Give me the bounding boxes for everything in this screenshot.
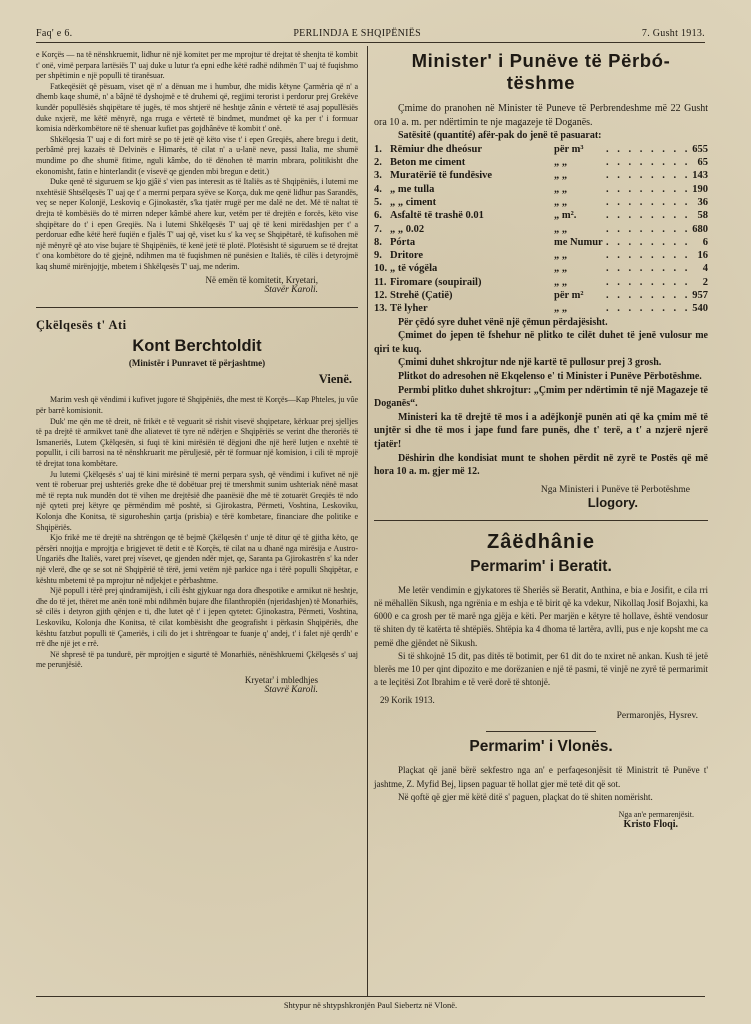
- petition-body: [36, 395, 358, 670]
- vlore-paragraph: Në qoftë që gjer më këtë ditë s' paguen, plaçkat do të shiten nomërisht.: [398, 791, 653, 802]
- addressee-name: Kont Berchtoldit: [132, 337, 262, 356]
- quantity-item: 11. Firomare (soupirail) „ „ . . . . . . . . 2: [374, 276, 708, 288]
- ministry-intro: Çmime do pranohen në Minister të Puneve të Perbrendeshme më 22 Gusht ora 10 a. m. per ndërtimin te nje magazeje të Doganës.: [374, 103, 708, 128]
- ministry-paragraph: Çmimet do jepen të fshehur në plitko te cilët duhet të jenë vulosur me qiri te kuq.: [374, 330, 708, 355]
- ministry-body: [374, 102, 708, 143]
- berat-paragraph: Si të shkojnë 15 dit, pas ditës të botimit, per 61 dit do te nxiret në ankan. Kush të jetë blerës me 10 per qint dipozito e me dorëzanien e një të pasmi, të vinjë ne zyrë të permarimit a te leçitësi Zot Ibrahim e të verë dorë të shtonjë.: [374, 650, 708, 688]
- ministry-conditions: [374, 316, 708, 479]
- berat-paragraph: Me letër vendimin e gjykatores të Sheriës së Beratit, Anthina, e bia e Josifit, e cila rri në mëhallën Sikush, nga ngrënia e m eshja e të birit që ka vdekur, Nikollaq Josif Bojaxhi, ka 6000 e ca grosh per të marë nga gjëja e këti. Per marjën e këtyre të hollave, është vendosur të shiten dy të katërta të shtëpiës. Shtëpia ka 4 dhoma të lartëra, avlli, pus e nje kopsht me ca pemë dhe gjëndet në Sikush.: [374, 584, 708, 648]
- petition-paragraph: Një popull i tërë prej qindramijësh, i cili ësht gjykuar nga dora dhespotike e armikut në heshtje, dhe do të jet, thëret me anën tonë mbi ndihmën bujare dhe filanthropiën (njeridashjen) të Monarhiës, së cilës i detyron gjith qënjen e ti, dhe lutet që t' i jepen qytetet: Gjinokastra, Përmeti, Voshtina, Leskoviku, Kolonja dhe Konitsa, të cilat kombësisht dhe geografisht i përkasin Shqipëriës, dhe kështu fatzbut populli të Çameriës, i cili do jet i shtrëngoar te fuanje q' andej, t' i falet një qerdh' e rrë dhe një jet e rrë.: [36, 586, 358, 649]
- ministry-paragraph: Dëshirin dhe kondisiat munt te shohen përdit në zyrë te Postës që më hora 10 a. m. gjer më 12.: [374, 452, 708, 478]
- ministry-paragraph: Çmimi duhet shkrojtur nde një kartë të pullosur prej 3 grosh.: [398, 357, 662, 369]
- letter-paragraph: Shkëlqesia T' uaj e di fort mirë se po të jetë që këto vise t' i epen Greqiës, ahere bregu i detit, perbâmë prej kazaës të Delvinës e Himarës, të cilat n' a u-lanë neve, passi Italia, me shumë mundime po dhe shumë fitime, nguli kâmbe, do të dënohen të marrin mbrara, politikisht dhe ekonomisht, fatin e hinterlandit (e visevë qe gjenden mbi bregun e detit.): [36, 134, 358, 176]
- footer-rule: [36, 996, 705, 997]
- ministry-title-line: Minister' i Punëve të Përbó-: [411, 50, 671, 71]
- petition-paragraph: Duk' me qën me të dreit, në frikët e të veguarit së rishit visevë shqipetare, kërkuar prej sjelljes të pa drejtë të armikvet tanë dhe aliatevet të tyre në ndërjen e Shqipëriës se verint dhe theroriës të Ismaneriës, Lutem Çkëlqesën, si fuqi të kini mirësiën të dëgjoni dhe një herë lutjen e nxehtë të popullit, i cili barrosi na të nënshkruarit me përuljesië, për të formuar një komision, i cili të mprojë të drejtat tona kombëtare.: [36, 416, 358, 469]
- quantity-item: 13. Të lyher „ „ . . . . . . . . 540: [374, 303, 708, 315]
- berat-signature: Permaronjës, Hysrev.: [616, 711, 698, 722]
- printer-imprint: Shtypur në shtypshkronjën Paul Siebertz në Vlonë.: [283, 1000, 458, 1010]
- left-column: [36, 50, 358, 695]
- petition-paragraph: Marim vesh që vëndimi i kufivet jugore të Shqipëniës, dhe mest të Korçës—Kap Phteles, ju vûe për barrë komisionit.: [36, 395, 358, 416]
- letter-paragraph: Duke qenë të siguruem se kjo gjâë s' vien pas interesit as të Italiës as të Shqipëniës, i lutemi me nxehtësië Shtsëlqesës T' uaj qe t' a merrni perpara syëve se Korça, duk me qenë lidhur pas Sarandës, veç se neper Kolonjë, Leskoviq e Gjinokastër, s'ka tjatër rrugë per me dalë ne det. Më të naltat të drejta të kombësiës do të mirren ndeper kâmbë ahere kur, vetëm per të drejtën e forcës, këto vise shqipëtare do t' i epen Greqiës. Na i lutemi Shkëlqesës T' uaj që të keni mirëdashjen per t' a perdoruar edhe këtë herë fuqiën e fjalës T' uaj që, viset ku s' ka veç se Shqipëtarë, të kufisohen më një mënyrë që ato vise bujare të Shqipëniës, të kenë jetë të plotë. Plotësisht të siguruem se të drejtat t' ona kombëtore do të gjejnë, ndihmen ma të fuqishmen në punësien e Italiës, të cilës i detyrojmë kaq shumë mirënjojtje, mbetem i Shkëlqesës T' uaj, me nderim.: [36, 177, 358, 271]
- quantity-item: 12. Strehë (Çatië) për m² . . . . . . . . 957: [374, 290, 708, 302]
- issue-date: 7. Gusht 1913.: [641, 27, 705, 39]
- ministry-signature: Llogory.: [587, 494, 638, 510]
- vlore-notice-body: [374, 764, 708, 804]
- letter-body: [36, 50, 358, 272]
- petition-paragraph: Ju lutemi Çkëlqesës s' uaj të kini mirësinë të merni perpara sysh, që vëndimi i kufivet në një vent të roberuar prej ushteriës greke dhe të dobëtuar prej të tmershmit sunim ushteriak nënë masat më të repta nuk mundën dot të vihen me drejtësië dhe paanësië dhe më të zotuarët Greqiës të ndo një qyteti prej këtyre qe përmëndim më poshtë, si Gjirokastra, Përmeti, Voshtina, Leskoviku, Kolonja dhe Konitsa, të siguroheshin çartja (prisbia) e tërë kombetare, financiare dhe politike e Shqipëriës.: [36, 469, 358, 532]
- page-number: Faq' e 6.: [36, 27, 73, 39]
- letter-paragraph: Fatkeqësiët që pësuam, viset që n' a dënuan me i humbur, dhe midis këtyne Çarmëria që n' a dhemb kaqe shumë, n' a bâjnë të dyshojmë e të druhemi që, regjimi terorist i perdorur prej Grekëve kundër popullësiës shqipëtare të jugës, të mos shtjerë në heshtje zânin e vërtetë të asaj popullësiës duke nxjerë, me këtë mënyrë, nga rruga e vërtetë të bindmet, mundmet që ka per t' i formuar komisia ndërkombëtore në të shenuar kufiet pas gojdhânëve të kombit t' onë.: [36, 81, 358, 134]
- petition-paragraph: Kjo frikë me të drejtë na shtrëngon qe të bejmë Çkëlqesën t' unje të ditur që të gjitha këto, qe përsëri nnojtja e mprojtja e brigjevet të detit e të Korçës, të cilat na u dhanë nga mirësija e Austro-Ungariës dhe Italiës, varet prej vísevet, qe gjenden ndër mjet, qe, Saranta pa Gjirokastrën s' ka nder një vlerë, dhe qe se sot në Shqipërië të tërë, jemi vetëm një parkice nga i tërë populli Shqipëtar, e kështu mbetemi të pa mprojtur në ndjekjet e përbashtme.: [36, 533, 358, 585]
- quantity-item: 5. „ „ ciment „ „ . . . . . . . . 36: [374, 196, 708, 208]
- column-divider: [367, 46, 368, 996]
- ministry-from: Nga Ministeri i Punëve të Perbotëshme: [540, 484, 690, 495]
- quantity-item: 7. „ „ 0.02 „ „ . . . . . . . . 680: [374, 223, 708, 235]
- quantity-item: 4. „ me tulla „ „ . . . . . . . . 190: [374, 183, 708, 195]
- quantity-item: 10. „ të vógëla „ „ . . . . . . . . 4: [374, 263, 708, 275]
- quantity-item: 2. Beton me ciment „ „ . . . . . . . . 65: [374, 157, 708, 169]
- ministry-paragraph: Për çëdó syre duhet vënë një çëmun përdajësisht.: [398, 316, 608, 328]
- ministry-paragraph: Ministeri ka të drejtë të mos i a adëjkonjë punën ati që ka çmim më të unjtër si dhe të mos i jape fund fare punës, dhe t' terë, a t' a nzjerë njerë tjatër!: [374, 411, 708, 450]
- petition-committee-line: Kryetar' i mbledhjes: [244, 674, 318, 685]
- ministry-paragraph: Permbi plitko duhet shkrojtur: „Çmim per ndërtimin të një Magazeje të Doganës“.: [374, 384, 708, 410]
- letter-paragraph: e Korçës — na të nënshkruemit, lidhur në një komitet per me mprojtur të drejtat të shenjta të kombit t' onë, vimë perpara lartësiës T' uaj duke u lutur t'a epni edhe këtë radhë ndihmën T' uaj të fuqishmo per shpëtimin e një populli të tiranësuar.: [36, 50, 358, 81]
- letter-signature: Stavër Karoli.: [264, 285, 318, 296]
- ministry-paragraph: Plitkot do adresohen në Ekqelenso e' ti Minister i Punëve Përbotëshme.: [398, 371, 702, 383]
- vlore-notice-title: Permarim' i Vlonës.: [469, 738, 613, 756]
- notices-title: Zâëdhânie: [487, 530, 595, 553]
- ministry-title-line: tëshme: [506, 72, 576, 93]
- vlore-signature: Kristo Floqi.: [623, 819, 678, 830]
- petition-signature: Stavrë Karoli.: [264, 684, 318, 695]
- quantity-item: 1. Rëmiur dhe dheósur për m³ . . . . . . . . 655: [374, 143, 708, 155]
- newspaper-title: PERLINDJA E SHQIPËNIËS: [293, 27, 422, 39]
- quantity-item: 3. Muratërië të fundësive „ „ . . . . . . . . 143: [374, 170, 708, 182]
- quantity-list: [374, 143, 708, 316]
- quantity-item: 6. Asfaltë të trashë 0.01 „ m². . . . . . . . . 58: [374, 210, 708, 222]
- header-rule: [36, 42, 705, 43]
- section-rule: [36, 307, 358, 308]
- berat-date: 29 Korik 1913.: [380, 695, 435, 706]
- section-rule: [374, 520, 708, 521]
- addressee-role: (Ministër i Punravet të përjashtme): [128, 358, 266, 369]
- page-header: [36, 24, 705, 42]
- ministry-quantity-header: Satësitë (quantité) afër-pak do jenë të pasuarat:: [398, 130, 602, 142]
- berat-notice-title: Permarim' i Beratit.: [470, 557, 612, 575]
- addressee-salutation: Çkëlqesës t' Ati: [36, 318, 127, 333]
- petition-paragraph: Në shpresë të pa tundurë, për mprojtjen e sigurtë të Monarhiës, nënëshkruemi Çkëlqesës s' uaj me perunjësië.: [36, 649, 358, 670]
- vlore-from: Nga an'e permarenjësit.: [618, 810, 694, 819]
- quantity-item: 9. Dritore „ „ . . . . . . . . 16: [374, 250, 708, 262]
- letter-committee-line: Në emën të komitetit, Kryetari,: [205, 275, 318, 286]
- berat-notice-body: [374, 584, 708, 690]
- vlore-paragraph: Plaçkat që janë bërë sekfestro nga an' e perfaqesonjësit të Ministrit të Punëve t' jashtme, Z. Myfid Bej, lipsen paguar të hollat gjer më tetë dit që sot.: [374, 765, 708, 789]
- notice-rule: [486, 731, 596, 732]
- right-column: [374, 50, 708, 830]
- ministry-title: [374, 50, 708, 94]
- addressee-city: Vienë.: [318, 372, 352, 387]
- quantity-item: 8. Pórta me Numur . . . . . . . . 6: [374, 236, 708, 248]
